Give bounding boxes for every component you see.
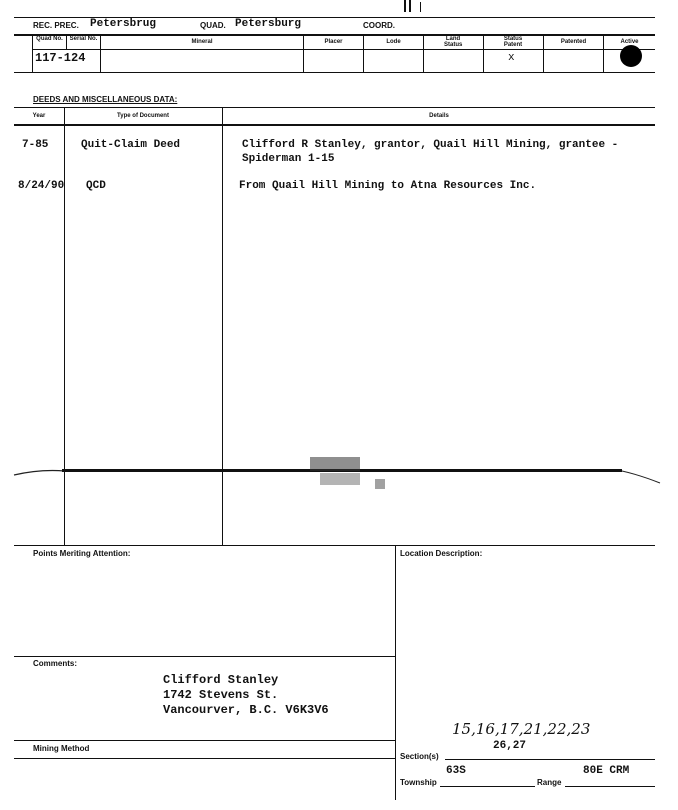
col-lode: Lode xyxy=(386,39,401,45)
township-value: 63S xyxy=(446,765,466,777)
sections-typed: 26,27 xyxy=(493,740,527,752)
col-quad-no: Quad No. xyxy=(36,36,63,42)
status-mark: x xyxy=(508,52,515,64)
mining-method-bottom-rule xyxy=(14,758,395,759)
deeds-section-title: DEEDS AND MISCELLANEOUS DATA: xyxy=(33,95,178,104)
col-land-status: Land Status xyxy=(444,36,463,48)
township-label: Township xyxy=(400,778,437,787)
deeds-header-bottom-rule xyxy=(14,124,655,126)
township-rule xyxy=(440,786,535,787)
deeds-header-type: Type of Document xyxy=(117,113,169,119)
col-active: Active xyxy=(620,39,639,45)
deed-row-2-type: QCD xyxy=(86,180,106,192)
range-label: Range xyxy=(537,778,562,787)
comments-rule xyxy=(14,656,395,657)
quad-value: Petersburg xyxy=(235,18,302,30)
sections-rule xyxy=(445,759,655,760)
comments-line-3: Vancourver, B.C. V6K3V6 xyxy=(163,703,329,717)
col-patented: Patented xyxy=(560,39,587,45)
mining-method-top-rule xyxy=(14,740,395,741)
deed-row-1-details-cont: Spiderman 1-15 xyxy=(242,153,335,165)
active-dot-icon xyxy=(620,45,642,67)
punch-marks xyxy=(400,0,430,14)
sections-label: Section(s) xyxy=(400,752,439,761)
deed-row-1-details: Clifford R Stanley, grantor, Quail Hill Mining, grantee - xyxy=(242,139,619,151)
bottom-section-rule xyxy=(14,545,655,546)
range-value: 80E CRM xyxy=(583,765,630,777)
col-placer: Placer xyxy=(324,39,343,45)
claim-table-top-rule xyxy=(14,34,655,36)
col-mineral: Mineral xyxy=(191,39,213,45)
claim-col-divider xyxy=(483,35,484,72)
deeds-header-year: Year xyxy=(32,113,46,119)
deeds-header-details: Details xyxy=(429,113,449,119)
claim-table-header-rule xyxy=(32,49,655,50)
range-rule xyxy=(565,786,655,787)
sections-handwritten: 15,16,17,21,22,23 xyxy=(452,720,591,738)
fold-line-artifact xyxy=(10,455,665,500)
claim-col-divider xyxy=(423,35,424,72)
points-meriting-attention-label: Points Meriting Attention: xyxy=(33,549,131,558)
col-status-patent: Status Patent xyxy=(503,36,523,48)
comments-line-2: 1742 Stevens St. xyxy=(163,688,279,702)
bottom-col-divider xyxy=(395,545,396,800)
coord-label: COORD. xyxy=(363,21,395,30)
comments-label: Comments: xyxy=(33,659,78,668)
deed-row-1-year: 7-85 xyxy=(22,139,49,151)
mining-method-label: Mining Method xyxy=(33,744,90,753)
quad-serial-value: 117-124 xyxy=(35,51,86,65)
quad-label: QUAD. xyxy=(200,21,226,30)
deed-row-1-type: Quit-Claim Deed xyxy=(81,139,181,151)
rec-prec-value: Petersbrug xyxy=(90,18,157,30)
col-serial-no: Serial No. xyxy=(69,36,98,42)
claim-table-bottom-rule xyxy=(14,72,655,73)
rec-prec-label: REC. PREC. xyxy=(33,21,79,30)
comments-line-1: Clifford Stanley xyxy=(163,673,279,687)
location-description-label: Location Description: xyxy=(400,549,483,558)
deed-row-2-year: 8/24/90 xyxy=(18,180,65,192)
deeds-header-top-rule xyxy=(14,107,655,108)
deed-row-2-details: From Quail Hill Mining to Atna Resources Inc. xyxy=(239,180,537,192)
